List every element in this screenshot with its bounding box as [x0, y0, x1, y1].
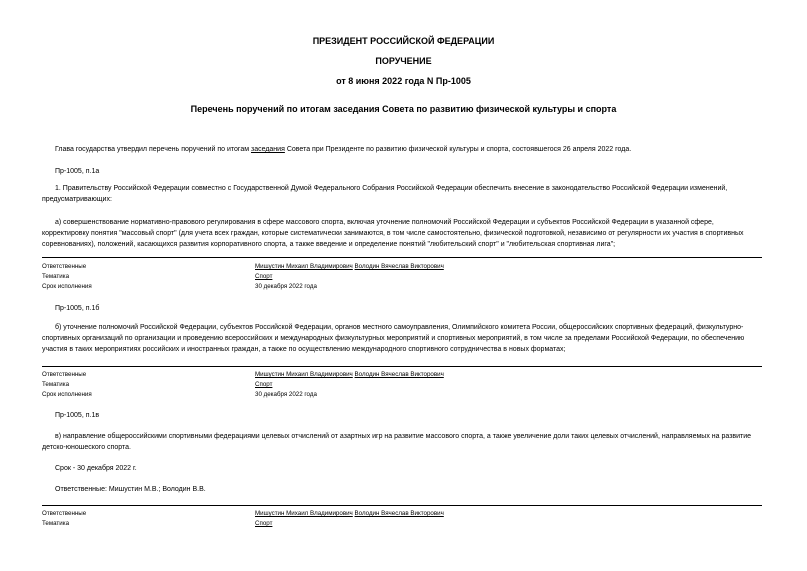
deadline-row [42, 390, 762, 399]
deadline-value: 30 декабря 2022 года [255, 391, 317, 398]
deadline-label: Срок исполнения [42, 391, 92, 398]
paragraph-line: детско-юношеского спорта. [42, 444, 131, 451]
responsible-label: Ответственные [42, 510, 87, 517]
divider [42, 505, 762, 506]
responsible-row [42, 509, 762, 518]
paragraph-line: корректировку понятия "массовый спорт" (для учета всех граждан, которые систематически занимаются, в том числе самостоятельно, физической подготовкой, независимо от регулярности их участия в спортивных [42, 230, 744, 237]
section-code: Пр-1005, п.1в [55, 412, 100, 419]
responsible-link-mishustin[interactable]: Мишустин Михаил Владимирович [255, 510, 353, 517]
responsible-link-volodin[interactable]: Володин Вячеслав Викторович [354, 263, 444, 270]
divider [42, 366, 762, 367]
document-type: ПОРУЧЕНИЕ [375, 56, 432, 66]
intro-paragraph [55, 144, 631, 155]
topic-label: Тематика [42, 520, 70, 527]
responsible-row [42, 262, 762, 271]
topic-link[interactable]: Спорт [255, 520, 273, 527]
section-code: Пр-1005, п.1а [55, 168, 100, 175]
paragraph-line: 1. Правительству Российской Федерации совместно с Государственной Думой Федерального Собрания Российской Федерации обеспечить внесение в законодательство Российской Федерации изменений, [55, 185, 728, 192]
topic-link[interactable]: Спорт [255, 381, 273, 388]
divider [42, 257, 762, 258]
paragraph-line: в) направление общероссийскими спортивными федерациями целевых отчислений от азартных игр на развитие массового спорта, а также увеличение доли таких целевых отчислений, направляемых на развитие [55, 433, 752, 440]
intro-before: Глава государства утвердил перечень поручений по итогам [55, 146, 251, 153]
paragraph-line: спортивных организаций по организации и проведению всероссийских и международных физкультурных мероприятий и спортивных мероприятий, в том числе за пределами Российской Федерации, по обеспечению [42, 335, 745, 342]
document-title: Перечень поручений по итогам заседания Совета по развитию физической культуры и спорта [190, 104, 617, 114]
deadline-value: 30 декабря 2022 года [255, 283, 317, 290]
responsible-label: Ответственные [42, 371, 87, 378]
topic-label: Тематика [42, 273, 70, 280]
paragraph-line: а) совершенствование нормативно-правового регулирования в сфере массового спорта, включая уточнение полномочий Российской Федерации и субъектов Российской Федерации в указанной сфере, [55, 219, 714, 226]
paragraph-line: участия в таких мероприятиях российских и иностранных граждан, а также по осуществлению международного спортивного сотрудничества в новых форматах; [42, 346, 566, 353]
topic-row [42, 519, 762, 528]
meeting-link[interactable]: заседания [250, 146, 285, 153]
section-code: Пр-1005, п.1б [55, 305, 100, 312]
responsible-link-volodin[interactable]: Володин Вячеслав Викторович [354, 510, 444, 517]
responsible-line: Ответственные: Мишустин М.В.; Володин В.В. [55, 486, 206, 493]
topic-link[interactable]: Спорт [255, 273, 273, 280]
topic-label: Тематика [42, 381, 70, 388]
topic-row [42, 272, 762, 281]
intro-after: Совета при Президенте по развитию физической культуры и спорта, состоявшегося 26 апреля 2022 года. [284, 146, 632, 153]
paragraph-line: предусматривающих: [42, 196, 112, 203]
document-issuer: ПРЕЗИДЕНТ РОССИЙСКОЙ ФЕДЕРАЦИИ [312, 36, 495, 46]
term-line: Срок - 30 декабря 2022 г. [55, 465, 137, 472]
paragraph-line: б) уточнение полномочий Российской Федерации, субъектов Российской Федерации, органов местного самоуправления, Олимпийского комитета России, общероссийских спортивных федераций, физкультурно- [55, 324, 744, 331]
topic-row [42, 380, 762, 389]
responsible-link-volodin[interactable]: Володин Вячеслав Викторович [354, 371, 444, 378]
deadline-row [42, 282, 762, 291]
responsible-link-mishustin[interactable]: Мишустин Михаил Владимирович [255, 263, 353, 270]
responsible-row [42, 370, 762, 379]
deadline-label: Срок исполнения [42, 283, 92, 290]
responsible-label: Ответственные [42, 263, 87, 270]
document-date-number: от 8 июня 2022 года N Пр-1005 [336, 76, 471, 86]
paragraph-line: соревнованиях), положений, касающихся развития корпоративного спорта, а также введение и определение понятий "любительский спорт" и "любительская спортивная лига"; [42, 241, 616, 248]
responsible-link-mishustin[interactable]: Мишустин Михаил Владимирович [255, 371, 353, 378]
